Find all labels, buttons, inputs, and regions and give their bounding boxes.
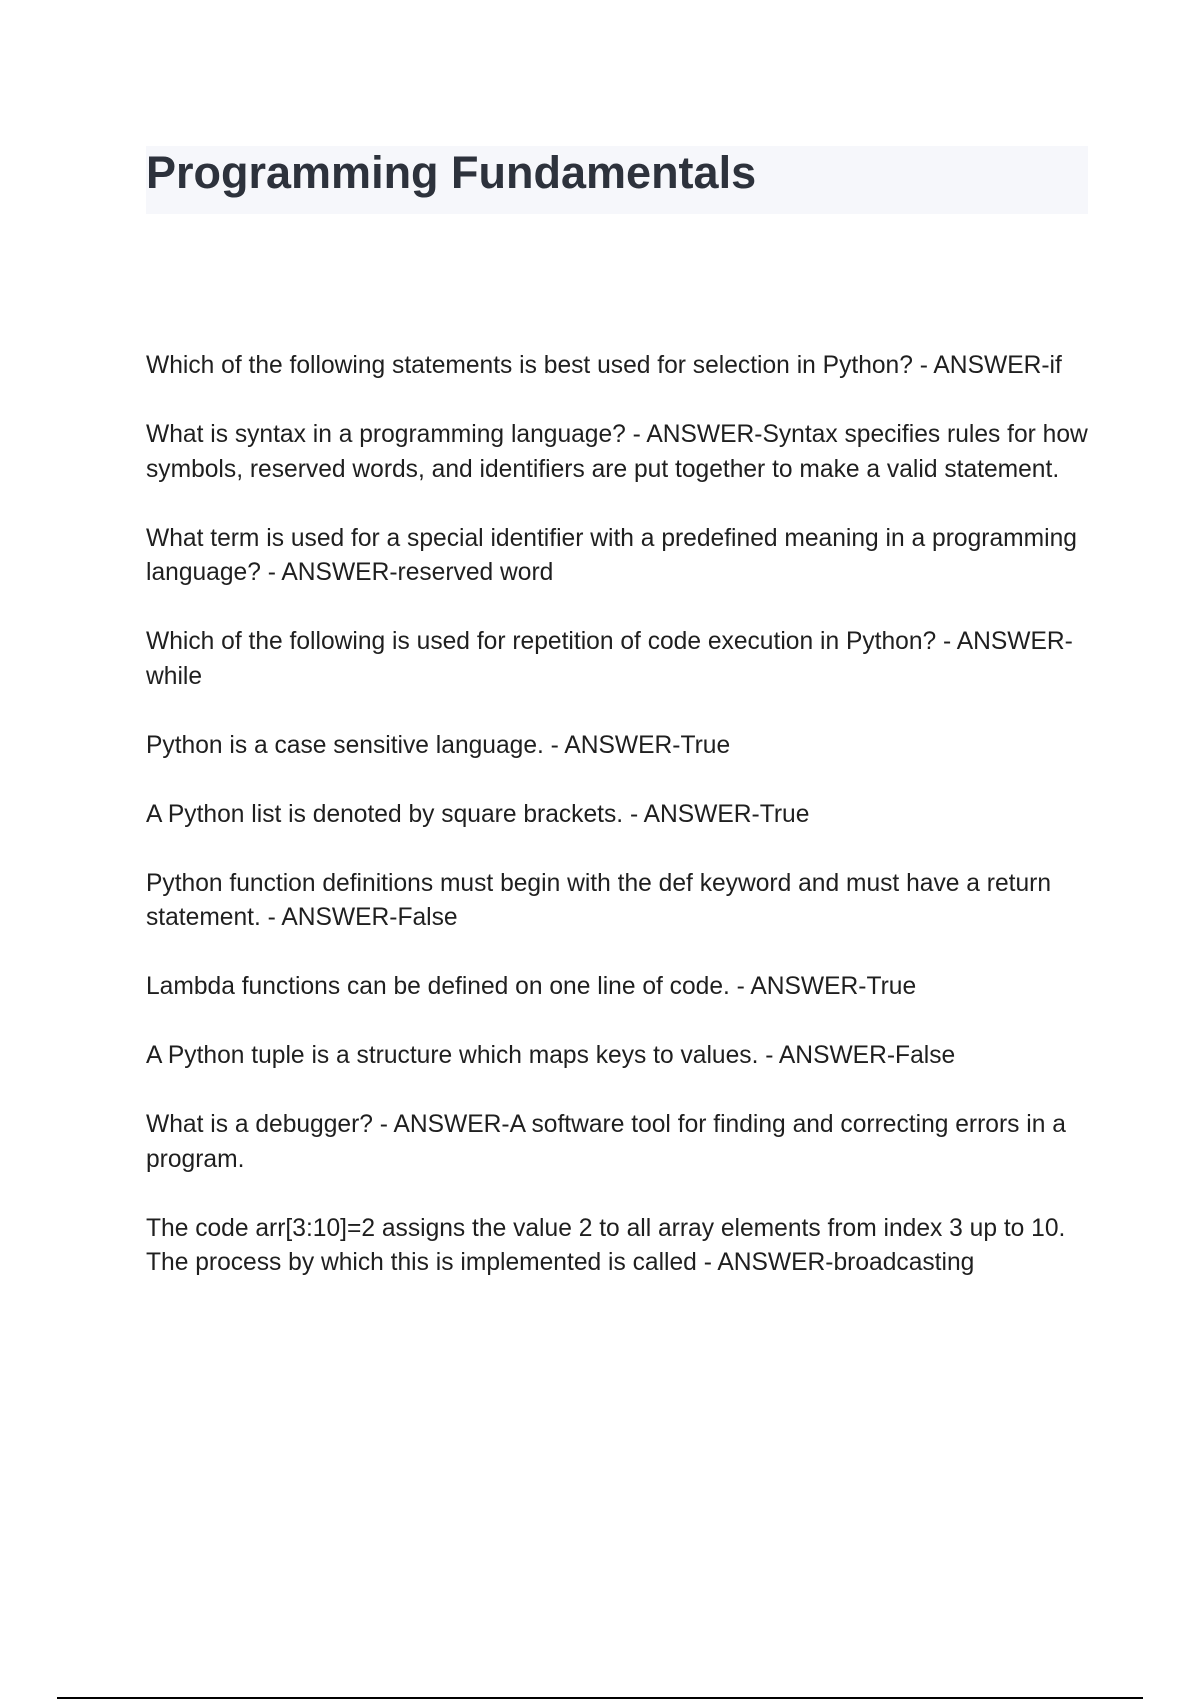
page-title: Programming Fundamentals (146, 147, 757, 198)
qa-item: What is a debugger? - ANSWER-A software tool for finding and correcting errors in a program. (146, 1111, 1066, 1173)
qa-item: Python is a case sensitive language. - ANSWER-True (146, 731, 731, 759)
qa-item: The code arr[3:10]=2 assigns the value 2 to all array elements from index 3 up to 10. The process by which this is implemented is called - ANSWER-broadcasting (146, 1214, 1066, 1276)
qa-list (146, 349, 1096, 1315)
qa-item: What term is used for a special identifier with a predefined meaning in a programming language? - ANSWER-reserved word (146, 524, 1077, 586)
qa-item: Which of the following statements is best used for selection in Python? - ANSWER-if (146, 352, 1062, 379)
qa-item: Lambda functions can be defined on one line of code. - ANSWER-True (146, 973, 917, 1000)
qa-item: What is syntax in a programming language? - ANSWER-Syntax specifies rules for how symbols, reserved words, and identifiers are put together to make a valid statement. (146, 421, 1088, 483)
qa-item: Python function definitions must begin with the def keyword and must have a return statement. - ANSWER-False (146, 869, 1052, 931)
qa-item: A Python list is denoted by square brackets. - ANSWER-True (146, 800, 810, 828)
footer-divider (57, 1697, 1143, 1699)
qa-item: Which of the following is used for repetition of code execution in Python? - ANSWER-while (146, 628, 1073, 690)
qa-item: A Python tuple is a structure which maps keys to values. - ANSWER-False (146, 1042, 956, 1069)
